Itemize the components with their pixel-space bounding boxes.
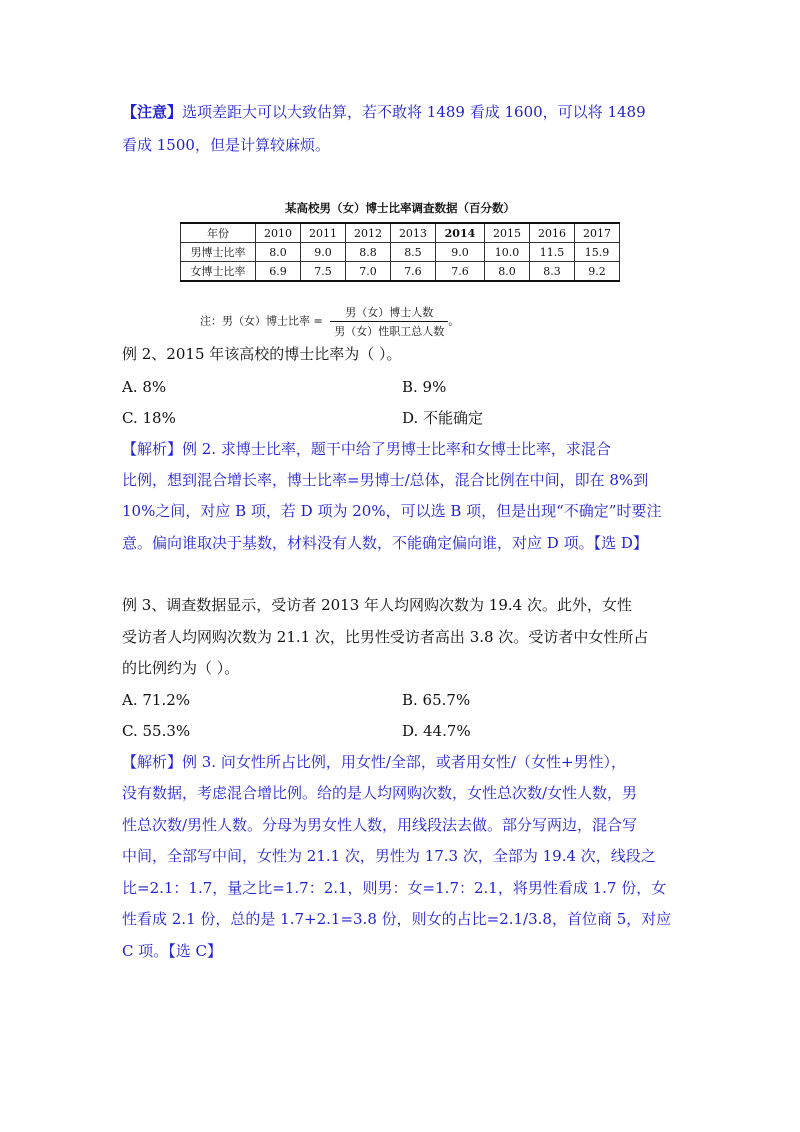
table-header-cell: 2017 [574, 223, 619, 243]
table-note [200, 304, 459, 339]
q3-analysis-line-1: 【解析】例 3. 问女性所占比例，用女性/全部，或者用女性/（女性+男性）， [122, 753, 627, 771]
table-cell: 9.0 [300, 243, 345, 262]
q2-stem: 例 2、2015 年该高校的博士比率为（ ）。 [122, 345, 402, 363]
doctor-ratio-table [180, 222, 620, 282]
table-row-female [181, 262, 620, 282]
note-suffix: 。 [448, 314, 460, 328]
q2-option-b: B. 9% [402, 378, 447, 396]
table-cell: 8.5 [390, 243, 435, 262]
q2-analysis-line-3: 10%之间，对应 B 项，若 D 项为 20%，可以选 B 项，但是出现“不确定”时要注 [122, 502, 662, 520]
table-header-cell: 2014 [435, 223, 484, 243]
table-header-cell: 2010 [256, 223, 301, 243]
q3-option-b: B. 65.7% [402, 691, 471, 709]
table-row-male [181, 243, 620, 262]
q3-analysis-line-2: 没有数据，考虑混合增比例。给的是人均网购次数，女性总次数/女性人数，男 [122, 784, 638, 802]
note-prefix: 注：男（女）博士比率 = [200, 314, 323, 328]
table-cell: 11.5 [529, 243, 574, 262]
table-cell: 7.6 [390, 262, 435, 282]
table-header-cell: 2012 [345, 223, 390, 243]
table-cell: 7.5 [300, 262, 345, 282]
table-cell: 6.9 [256, 262, 301, 282]
note-denominator: 男（女）性职工总人数 [334, 325, 445, 338]
table-header-cell: 2011 [300, 223, 345, 243]
q2-analysis-line-2: 比例，想到混合增长率，博士比率=男博士/总体，混合比例在中间，即在 8%到 [122, 471, 649, 489]
table-cell: 9.0 [435, 243, 484, 262]
q3-option-d: D. 44.7% [402, 722, 471, 740]
table-cell: 8.3 [529, 262, 574, 282]
table-cell: 9.2 [574, 262, 619, 282]
q2-option-c: C. 18% [122, 409, 176, 427]
q3-option-a: A. 71.2% [122, 691, 191, 709]
table-header-cell: 2013 [390, 223, 435, 243]
table-cell: 8.8 [345, 243, 390, 262]
q3-analysis-line-3: 性总次数/男性人数。分母为男女性人数，用线段法去做。部分写两边，混合写 [122, 816, 638, 834]
q2-option-d: D. 不能确定 [402, 409, 484, 427]
q3-stem-line-1: 例 3、调查数据显示，受访者 2013 年人均网购次数为 19.4 次。此外，女性 [122, 596, 632, 614]
q3-analysis-line-4: 中间，全部写中间，女性为 21.1 次，男性为 17.3 次，全部为 19.4 次，线段之 [122, 847, 656, 865]
table-cell: 8.0 [485, 262, 530, 282]
table-header-cell: 2016 [529, 223, 574, 243]
table-row-label: 女博士比率 [181, 262, 256, 282]
table-header-row [181, 223, 620, 243]
q3-option-c: C. 55.3% [122, 722, 191, 740]
notice-text-2: 看成 1500，但是计算较麻烦。 [122, 136, 330, 154]
q3-stem-line-3: 的比例约为（ ）。 [122, 659, 240, 677]
table-cell: 7.6 [435, 262, 484, 282]
table-cell: 7.0 [345, 262, 390, 282]
table-cell: 8.0 [256, 243, 301, 262]
q2-analysis-line-1: 【解析】例 2. 求博士比率，题干中给了男博士比率和女博士比率，求混合 [122, 440, 611, 458]
table-title: 某高校男（女）博士比率调查数据（百分数） [285, 201, 515, 215]
notice-text-1: 选项差距大可以大致估算，若不敢将 1489 看成 1600，可以将 1489 [182, 103, 646, 121]
notice-line-2 [122, 134, 330, 156]
table-row-label: 男博士比率 [181, 243, 256, 262]
table-cell: 10.0 [485, 243, 530, 262]
q3-analysis-line-5: 比=2.1：1.7，量之比=1.7：2.1，则男：女=1.7：2.1，将男性看成 1.7 份，女 [122, 879, 667, 897]
table-cell: 15.9 [574, 243, 619, 262]
table-header-cell: 年份 [181, 223, 256, 243]
q2-analysis-line-4: 意。偏向谁取决于基数，材料没有人数，不能确定偏向谁，对应 D 项。【选 D】 [122, 534, 648, 552]
notice-tag: 【注意】 [122, 103, 183, 121]
notice-line-1 [122, 101, 646, 123]
q3-analysis-line-7: C 项。【选 C】 [122, 942, 222, 960]
note-fraction [330, 304, 448, 339]
q3-stem-line-2: 受访者人均网购次数为 21.1 次，比男性受访者高出 3.8 次。受访者中女性所占 [122, 628, 649, 646]
table-header-cell: 2015 [485, 223, 530, 243]
note-numerator: 男（女）博士人数 [330, 304, 448, 322]
q2-option-a: A. 8% [122, 378, 167, 396]
q3-analysis-line-6: 性看成 2.1 份，总的是 1.7+2.1=3.8 份，则女的占比=2.1/3.8，首位商 5，对应 [122, 910, 672, 928]
